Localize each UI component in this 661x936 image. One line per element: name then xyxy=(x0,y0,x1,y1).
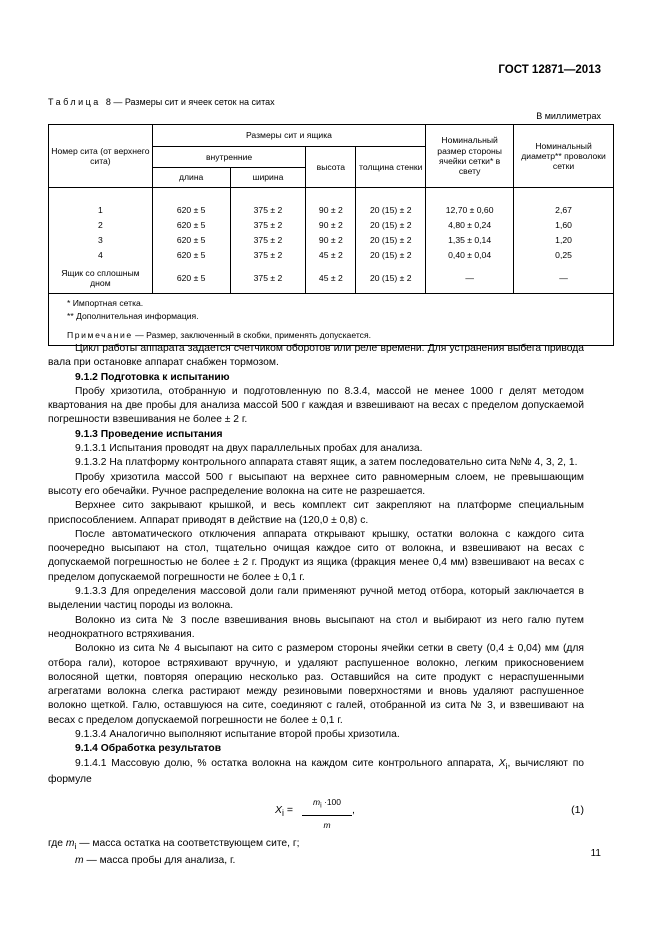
cell-wall: 20 (15) ± 2 xyxy=(356,218,426,233)
formula-eq: = xyxy=(283,804,294,817)
cell-mesh: 0,40 ± 0,04 xyxy=(426,248,514,263)
paragraph: Пробу хризотила массой 500 г высыпают на верхнее сито равномерным слоем, не превышающим высоту его обечайки. Ручное распределение волокна на сите не разрешается. xyxy=(48,471,584,497)
subscript: i xyxy=(74,841,77,852)
formula-number: (1) xyxy=(571,804,584,817)
paragraph: После автоматического отключения аппарата открывают крышку, остатки волокна с каждого сита поочередно высыпают на стол, тщательно очищая каждое сито от волокна, и взвешивают на весах с допускаемой погрешностью не более ± 2 г. Продукт из ящика (фракция менее 0,4 мм) взвешивают на весах с пределом допускаемой погрешности не более ± 0,1 г. xyxy=(48,528,584,583)
paragraph: 9.1.3.1 Испытания проводят на двух параллельных пробах для анализа. xyxy=(75,443,423,455)
subscript: i xyxy=(505,760,508,771)
table-caption-text: 8 — Размеры сит и ячеек сеток на ситах xyxy=(105,97,275,107)
table-row xyxy=(49,203,614,218)
cell-wall: 20 (15) ± 2 xyxy=(356,263,426,294)
cell-mesh: — xyxy=(426,263,514,294)
formula-var: m xyxy=(312,797,321,808)
cell-wire: — xyxy=(514,263,614,294)
paragraph: 9.1.3.2 На платформу контрольного аппарата ставят ящик, а затем последовательно сита №№ 4, 3, 2, 1. xyxy=(75,457,578,469)
remark-text: — Размер, заключенный в скобки, применять допускается. xyxy=(132,330,371,340)
cell-no: 4 xyxy=(49,248,153,263)
table-row xyxy=(49,218,614,233)
formula-var: X xyxy=(275,804,283,817)
cell-wall: 20 (15) ± 2 xyxy=(356,233,426,248)
cell-no: 3 xyxy=(49,233,153,248)
paragraph: 9.1.3.4 Аналогично выполняют испытание второй пробы хризотила. xyxy=(75,729,400,741)
formula-sub: i xyxy=(282,808,284,819)
cell-height: 45 ± 2 xyxy=(306,248,356,263)
where-text: — масса остатка на соответствующем сите, г; xyxy=(76,838,300,850)
paragraph xyxy=(48,757,584,788)
cell-wire: 1,20 xyxy=(514,233,614,248)
formula-1 xyxy=(48,787,584,837)
cell-wall: 20 (15) ± 2 xyxy=(356,203,426,218)
where-text: — масса пробы для анализа, г. xyxy=(83,854,236,866)
header-inner: внутренние xyxy=(152,147,306,168)
header-sieve-number: Номер сита (от верхнего сита) xyxy=(49,125,153,188)
paragraph: Цикл работы аппарата задается счетчиком оборотов или реле времени. Для устранения выбега привода вала при остановке аппарат снабжен тормозом. xyxy=(48,343,584,369)
variable: m xyxy=(75,854,84,866)
cell-length: 620 ± 5 xyxy=(152,263,230,294)
formula-sub: i xyxy=(320,801,322,810)
footnote-import-mesh: * Импортная сетка. xyxy=(67,298,144,308)
cell-height: 90 ± 2 xyxy=(306,233,356,248)
header-width: ширина xyxy=(230,168,306,188)
paragraph: Пробу хризотила, отобранную и подготовленную по 8.3.4, массой не менее 1000 г делят методом квартования на две пробы для анализа массой 500 г каждая и взвешивают на весах с пределом допускаемой погрешности взвешивания не более ± 2 г. xyxy=(48,385,584,426)
body-text xyxy=(48,342,584,868)
section-heading: 9.1.2 Подготовка к испытанию xyxy=(75,371,230,383)
cell-wire: 2,67 xyxy=(514,203,614,218)
cell-height: 90 ± 2 xyxy=(306,203,356,218)
sieve-size-table xyxy=(48,124,614,346)
table-remark xyxy=(67,329,595,342)
paragraph: Волокно из сита № 3 после взвешивания вновь высыпают на стол и выбирают из него галю путем неоднократного встряхивания. xyxy=(48,614,584,640)
cell-no: 2 xyxy=(49,218,153,233)
where-line xyxy=(48,837,584,853)
paragraph: 9.1.3.3 Для определения массовой доли гали применяют ручной метод отбора, который заключается в выделении частиц породы из волокна. xyxy=(48,586,584,612)
cell-wire: 0,25 xyxy=(514,248,614,263)
cell-width: 375 ± 2 xyxy=(230,263,306,294)
page-number: 11 xyxy=(590,848,601,859)
cell-mesh: 4,80 ± 0,24 xyxy=(426,218,514,233)
standard-number: ГОСТ 12871—2013 xyxy=(498,64,601,76)
cell-length: 620 ± 5 xyxy=(152,203,230,218)
table-row xyxy=(49,233,614,248)
section-heading: 9.1.4 Обработка результатов xyxy=(75,743,222,755)
formula-comma: , xyxy=(352,804,355,817)
paragraph-part: 9.1.4.1 Массовую долю, % остатка волокна на каждом сите контрольного аппарата, xyxy=(75,757,499,769)
table-units: В миллиметрах xyxy=(536,111,601,121)
paragraph-part: , вычисляют по формуле xyxy=(48,757,584,785)
cell-wire: 1,60 xyxy=(514,218,614,233)
formula-denominator xyxy=(302,816,352,832)
cell-length: 620 ± 5 xyxy=(152,233,230,248)
header-length: длина xyxy=(152,168,230,188)
paragraph: Верхнее сито закрывают крышкой, и весь комплект сит закрепляют на платформе специальным приспособлением. Аппарат приводят в действие на (120,0 ± 0,8) с. xyxy=(48,500,584,526)
cell-length: 620 ± 5 xyxy=(152,218,230,233)
header-sizes: Размеры сит и ящика xyxy=(152,125,425,147)
header-wire-diameter: Номинальный диаметр** проволоки сетки xyxy=(514,125,614,188)
cell-width: 375 ± 2 xyxy=(230,248,306,263)
remark-label: Примечание xyxy=(67,330,133,340)
formula-var: m xyxy=(323,820,331,831)
cell-mesh: 1,35 ± 0,14 xyxy=(426,233,514,248)
cell-no: 1 xyxy=(49,203,153,218)
section-heading: 9.1.3 Проведение испытания xyxy=(75,428,223,440)
cell-height: 45 ± 2 xyxy=(306,263,356,294)
header-mesh-size: Номинальный размер стороны ячейки сетки* в свету xyxy=(426,125,514,188)
variable: m xyxy=(65,838,75,850)
cell-width: 375 ± 2 xyxy=(230,233,306,248)
cell-height: 90 ± 2 xyxy=(306,218,356,233)
table-caption-word: Таблица xyxy=(48,97,101,107)
header-wall-thickness: толщина стенки xyxy=(356,147,426,188)
table-caption xyxy=(48,97,275,107)
formula-fraction xyxy=(302,795,352,832)
cell-width: 375 ± 2 xyxy=(230,218,306,233)
formula-numerator xyxy=(302,795,352,816)
cell-no: Ящик со сплошным дном xyxy=(49,263,153,294)
footnote-extra-info: ** Дополнительная информация. xyxy=(67,311,199,321)
cell-wall: 20 (15) ± 2 xyxy=(356,248,426,263)
variable: X xyxy=(498,757,506,769)
where-line xyxy=(48,854,584,868)
cell-mesh: 12,70 ± 0,60 xyxy=(426,203,514,218)
formula-factor: ·100 xyxy=(321,797,342,808)
formula-lhs xyxy=(275,803,293,820)
header-height: высота xyxy=(306,147,356,188)
where-prefix: где xyxy=(48,838,66,850)
table-row xyxy=(49,263,614,294)
table-row xyxy=(49,248,614,263)
cell-length: 620 ± 5 xyxy=(152,248,230,263)
paragraph: Волокно из сита № 4 высыпают на сито с размером стороны ячейки сетки в свету (0,4 ± 0,04) мм (для отбора гали), которое встряхивают вручную, и удаляют распушенное волокно, легким прикосновением волосяной щетки, повторяя операцию несколько раз. Оставшийся на сите продукт с нераспушенными агрегатами волокна слегка растирают между резиновыми поверхностями и вновь удаляют распушенное волокно щеткой. Галю, оставшуюся на сите, соединяют с галей, отобранной из сита № 3, и взвешивают на весах с пределом допускаемой погрешности не более ± 0,1 г. xyxy=(48,643,584,726)
table-notes xyxy=(49,294,614,346)
cell-width: 375 ± 2 xyxy=(230,203,306,218)
